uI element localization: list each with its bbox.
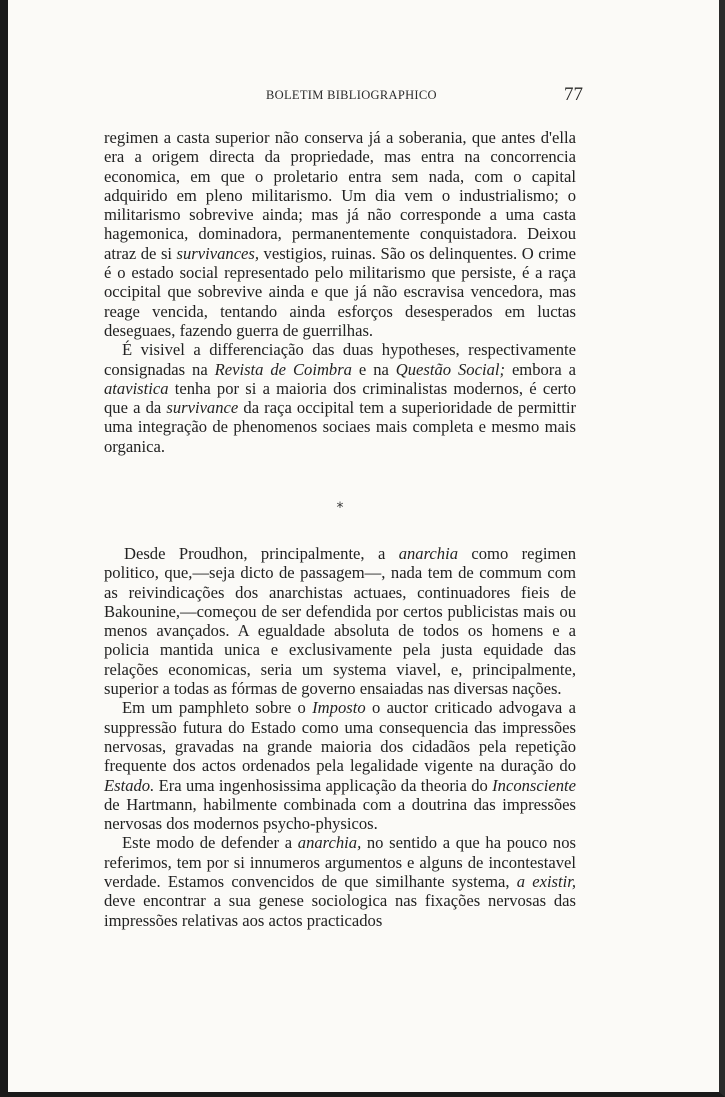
running-header: BOLETIM BIBLIOGRAPHICO [266,88,437,102]
section-separator-asterisk: * [336,500,344,516]
text-block-top [104,128,576,456]
paragraph: Em um pamphleto sobre o Imposto o auctor criticado advogava a suppressão futura do Estado como uma consequencia das impressões nervosas, gravadas na grande maioria dos cidadãos pela repetição frequente dos actos ordenados pela legalidade vigente na duração do Estado. Era uma ingenhosissima applicação da theoria do Inconsciente de Hartmann, habilmente combinada com a doutrina das impressões nervosas dos modernos psycho-physicos. [104,698,576,834]
paragraph: Desde Proudhon, principalmente, a anarchia como regimen politico, que,—seja dicto de passagem—, nada tem de commum com as reivindicações dos anarchistas actuaes, continuadores fieis de Bakounine,—começou de ser defendida por certos publicistas mais ou menos avançados. A egualdade absoluta de todos os homens e a policia mantida unica e exclusivamente pela justa equidade das relações economicas, seria um systema viavel, e, principalmente, superior a todas as fórmas de governo ensaiadas nas diversas nações. [104,544,576,699]
text-block-bottom [104,544,576,930]
paragraph: regimen a casta superior não conserva já a soberania, que antes d'ella era a origem directa da propriedade, mas entra na concorrencia economica, em que o proletario entra sem nada, com o capital adquirido em pleno militarismo. Um dia vem o industrialismo; o militarismo sobrevive ainda; mas já não corresponde a uma casta hagemonica, dominadora, permanentemente conquistadora. Deixou atraz de si survivances, vestigios, ruinas. São os delinquentes. O crime é o estado social representado pelo militarismo que persiste, é a raça occipital que sobrevive ainda e que já não escravisa vencedora, mas reage vencida, tentando ainda esforços desesperados em luctas deseguaes, fazendo guerra de guerrilhas. [104,128,576,340]
page-number: 77 [564,84,583,105]
paragraph: Este modo de defender a anarchia, no sentido a que ha pouco nos referimos, tem por si innumeros argumentos e alguns de incontestavel verdade. Estamos convencidos de que similhante systema, a existir, deve encontrar a sua genese sociologica nas fixações nervosas das impressões relativas aos actos practicados [104,833,576,930]
paragraph: É visivel a differenciação das duas hypotheses, respectivamente consignadas na Revista de Coimbra e na Questão Social; embora a atavistica tenha por si a maioria dos criminalistas modernos, é certo que a da survivance da raça occipital tem a superioridade de permittir uma integração de phenomenos sociaes mais completa e mesmo mais organica. [104,340,576,456]
